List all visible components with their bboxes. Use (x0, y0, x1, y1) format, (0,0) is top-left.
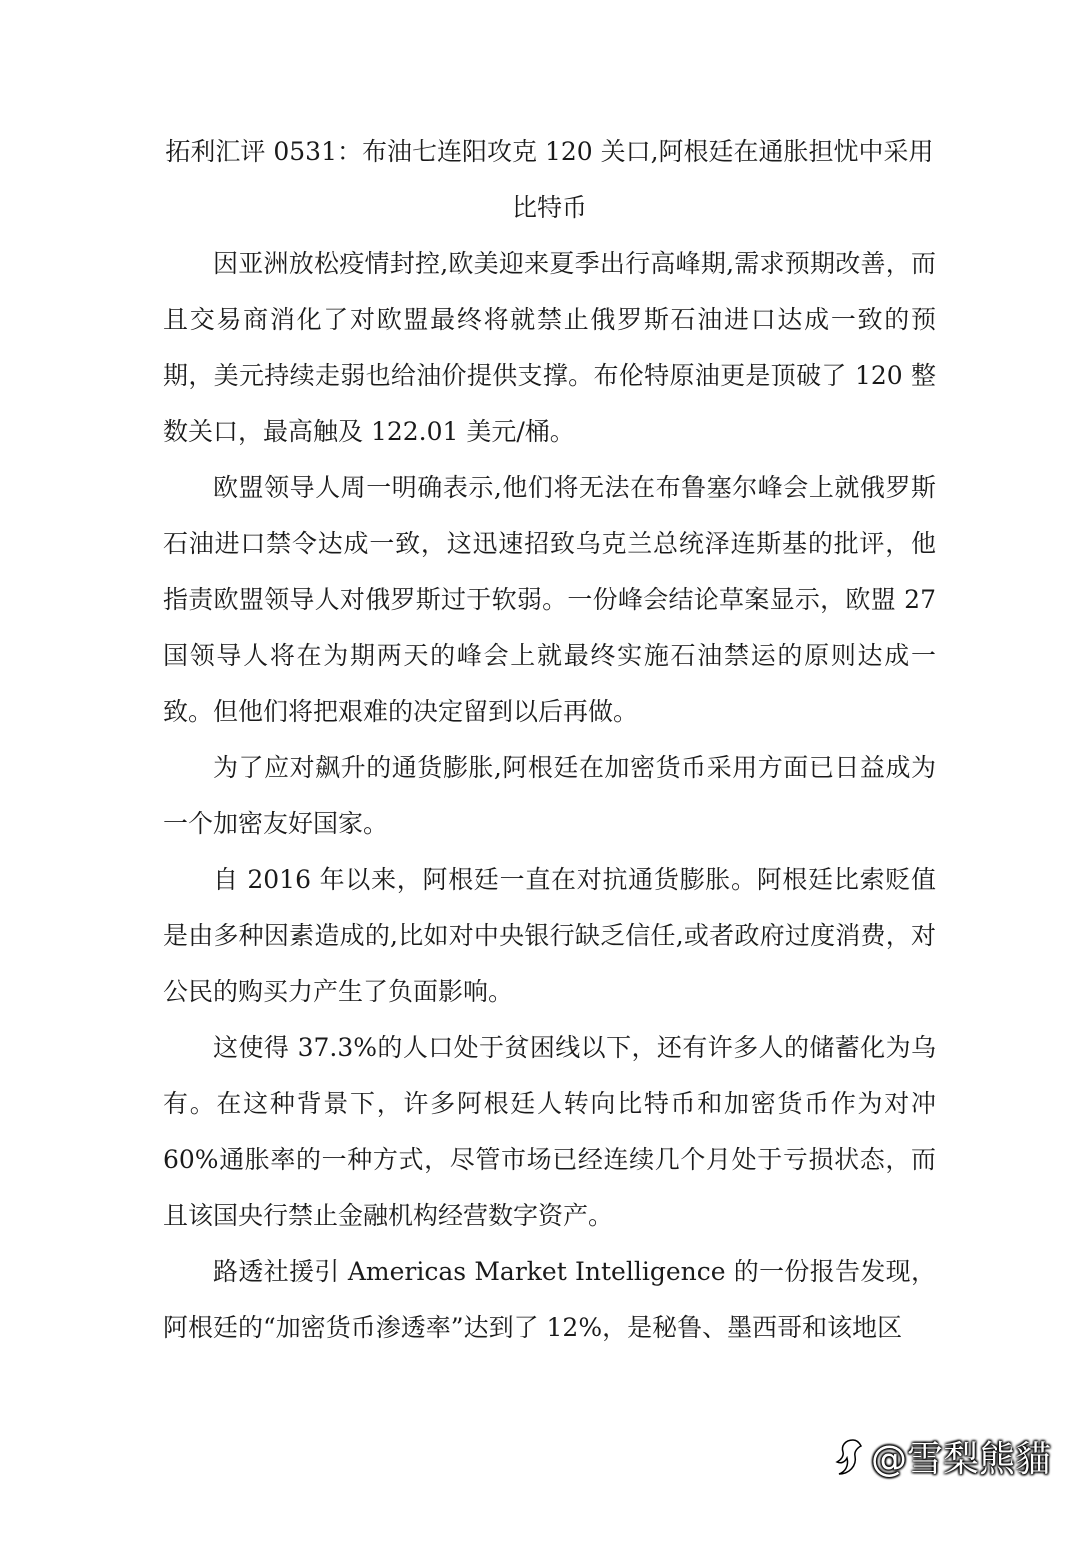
paragraph: 路透社援引 Americas Market Intelligence 的一份报告发现，阿根廷的“加密货币渗透率”达到了 12%，是秘鲁、墨西哥和该地区 (163, 1257, 936, 1342)
xueqiu-logo-icon (831, 1436, 865, 1476)
paragraph: 自 2016 年以来，阿根廷一直在对抗通货膨胀。阿根廷比索贬值是由多种因素造成的,比如对中央银行缺乏信任,或者政府过度消费，对公民的购买力产生了负面影响。 (163, 865, 936, 1006)
document-page (163, 124, 936, 1356)
watermark (831, 1426, 1051, 1486)
paragraph: 因亚洲放松疫情封控,欧美迎来夏季出行高峰期,需求预期改善，而且交易商消化了对欧盟最终将就禁止俄罗斯石油进口达成一致的预期，美元持续走弱也给油价提供支撑。布伦特原油更是顶破了 120 整数关口，最高触及 122.01 美元/桶。 (163, 249, 936, 446)
watermark-text: @雪梨熊貓 (870, 1438, 1051, 1480)
document-title: 拓利汇评 0531：布油七连阳攻克 120 关口,阿根廷在通胀担忧中采用比特币 (165, 137, 934, 222)
paragraph: 这使得 37.3%的人口处于贫困线以下，还有许多人的储蓄化为乌有。在这种背景下，许多阿根廷人转向比特币和加密货币作为对冲 60%通胀率的一种方式，尽管市场已经连续几个月处于亏损状态，而且该国央行禁止金融机构经营数字资产。 (163, 1033, 936, 1230)
paragraph: 欧盟领导人周一明确表示,他们将无法在布鲁塞尔峰会上就俄罗斯石油进口禁令达成一致，这迅速招致乌克兰总统泽连斯基的批评，他指责欧盟领导人对俄罗斯过于软弱。一份峰会结论草案显示，欧盟 27 国领导人将在为期两天的峰会上就最终实施石油禁运的原则达成一致。但他们将把艰难的决定留到以后再做。 (163, 473, 936, 726)
paragraph: 为了应对飙升的通货膨胀,阿根廷在加密货币采用方面已日益成为一个加密友好国家。 (163, 753, 936, 838)
